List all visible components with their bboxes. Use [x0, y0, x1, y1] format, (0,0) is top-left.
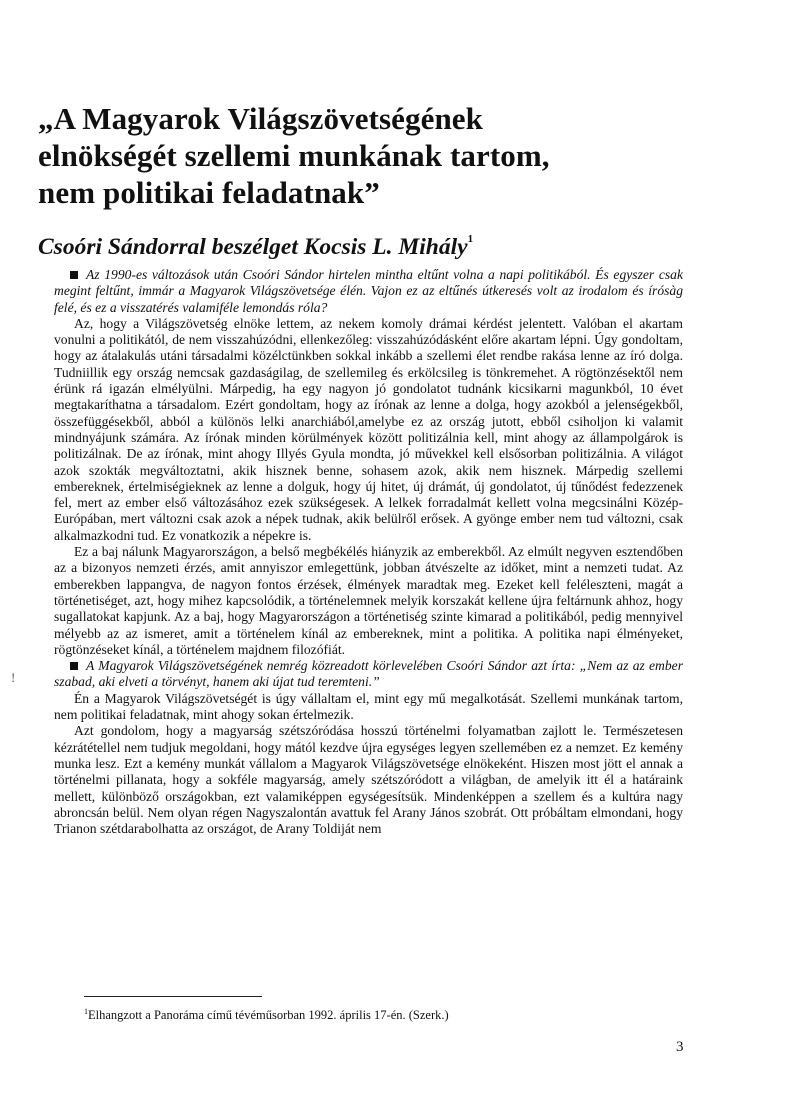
footnote-mark: 1	[84, 1007, 88, 1016]
subtitle-text: Csoóri Sándorral beszélget Kocsis L. Mihály	[38, 234, 468, 260]
paragraph-text: A Magyarok Világszövetségének nemrég közreadott körlevelében Csoóri Sándor azt írta: „Nem az az ember szabad, aki elveti a törvényt, hanem aki újat tud teremteni.”	[54, 658, 683, 690]
interview-answer: Azt gondolom, hogy a magyarság szétszóródása hosszú történelmi folyamatban zajlott le. Természetesen kézrátétellel nem tudjuk megoldani, hogy mától kezdve újra egységes legyen szellemében ez a nemzet. Ez kemény munka lesz. Ezt a kemény munkát vállalom a Magyarok Világszövetsége elnökeként. Hiszen most jött el annak a történelmi pillanata, hogy a sokféle magyarság, amely szétszóródott a világban, de amelyik itt él a határaink mellett, különböző országokban, ezt valamiképpen egységesítsük. Mindenképpen a szellem és a kultúra nagy abroncsán belül. Nem olyan régen Nagyszalontán avattuk fel Arany János szobrát. Ott próbáltam elmondani, hogy Trianon szétdarabolhatta az országot, de Arany Toldiját nem	[54, 723, 683, 837]
subtitle-footnote-mark: 1	[467, 233, 474, 245]
interview-question	[54, 267, 683, 316]
title-line: nem politikai feladatnak”	[38, 175, 380, 210]
interview-answer: Az, hogy a Világszövetség elnöke lettem, az nekem komoly drámai kérdést jelentett. Valóban el akartam vonulni a politikától, de nem visszahúzódni, ellenkezőleg: visszahúzódásként előre akartam lépni. Úgy gondoltam, hogy az átalakulás utáni társadalmi közélctünkben sokkal inkább a szellemi élet rendbe rakása lenne az író dolga. Tudniillik egy ország nemcsak gazdaságilag, de szellemileg és erkölcsileg is tönkremehet. A rögtönzésektől nem érünk rá igazán elmélyülni. Márpedig, ha egy nagyon jó gondolatot tudnánk kicsikarni magunkból, 10 évet megtakaríthatna a társadalom. Ezért gondoltam, hogy az írónak az lenne a dolga, hogy azokból a jelenségekből, összefüggésekből, abból a különös lelki anarchiából,amelybe ez az ország jutott, ebből csiholjon ki valamit mindnyájunk számára. Az írónak minden körülmények között politizálnia kell, mint ahogy az állampolgárok is politizálnak. De az írónak, mint ahogy Illyés Gyula mondta, jó művekkel kell elsősorban politizálnia. A világot azok szokták megváltoztatni, akik hisznek benne, sohasem azok, akik nem hisznek. Márpedig szellemi embereknek, értelmiségieknek az lenne a dolguk, hogy új hitet, új drámát, új gondolatot, új tűnődést fedezzenek fel, mert az ember első változásához ezek szükségesek. A lelkek forradalmát kellett volna megcsinálni Közép-Európában, mert változni csak azok a népek tudnak, akik belülről erősek. A gyönge ember nem tud változni, csak alkalmazkodni tud. Ez vonatkozik a népekre is.	[54, 315, 683, 543]
question-bullet-icon	[70, 271, 78, 279]
title-line: „A Magyarok Világszövetségének	[38, 101, 484, 136]
footnote-divider	[84, 996, 262, 997]
interview-answer: Ez a baj nálunk Magyarországon, a belső megbékélés hiányzik az emberekből. Az elmúlt negyven esztendőben az a bizonyos nemzeti érzés, amit annyiszor emlegettünk, jobban átvészelte az időket, mint a nemzeti tudat. Az emberekben lappangva, de nagyon fontos érzések, élmények maradtak meg. Ezeket kell feléleszteni, magát a történetiséget, azt, hogy mihez kapcsolódik, a történelemnek melyik korszakát kellene újra feltárnunk ahhoz, hogy sugallatokat kapjunk. Az a baj, hogy Magyarországon a történetiség szinte kimarad a politikából, pedig mennyivel mélyebb az az ismeret, amit a történelem kínál az embereknek, mint a politika. A politika napi élményeket, rögtönzéseket kínál, a történelem majdnem filozófiát.	[54, 544, 683, 657]
article-body	[54, 267, 683, 837]
interview-answer: Én a Magyarok Világszövetségét is úgy vállaltam el, mint egy mű megalkotását. Szellemi munkának tartom, nem politikai feladatnak, mint ahogy sokan értelmezik.	[54, 690, 683, 723]
title-line: elnökségét szellemi munkának tartom,	[38, 138, 550, 173]
interview-question	[54, 658, 683, 691]
article-title	[38, 100, 678, 211]
footnote	[84, 1004, 449, 1023]
footnote-text: Elhangzott a Panoráma című tévéműsorban 1992. április 17-én. (Szerk.)	[88, 1008, 449, 1022]
page-number: 3	[676, 1039, 684, 1055]
article-subtitle	[38, 225, 473, 261]
margin-mark: !	[11, 670, 16, 685]
paragraph-text: Az 1990-es változások után Csoóri Sándor hirtelen mintha eltűnt volna a napi politikából. És egyszer csak megint feltűnt, immár a Magyarok Világszövetsége élén. Vajon ez az eltűnés útkeresés volt az irodalom és írósàg felé, és ez a visszatérés valamiféle lemondás róla?	[54, 267, 683, 315]
question-bullet-icon	[70, 662, 78, 670]
